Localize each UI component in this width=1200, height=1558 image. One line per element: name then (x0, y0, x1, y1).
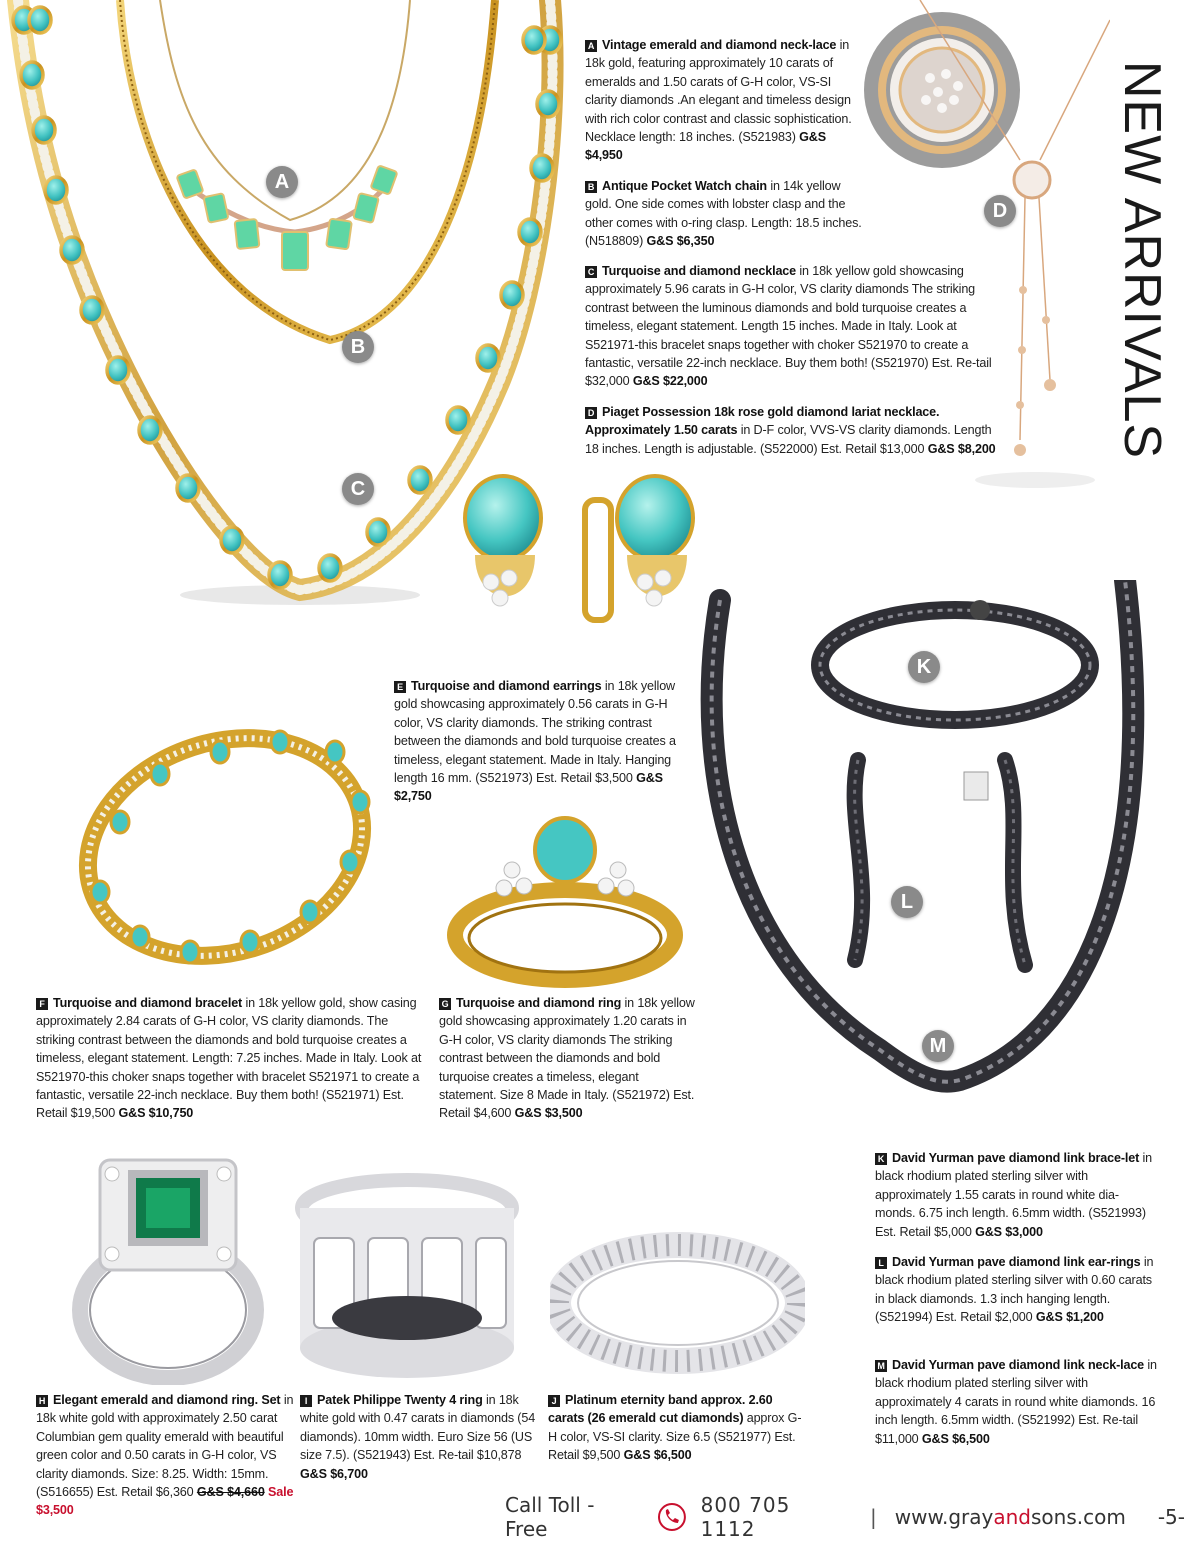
badge-a: A (266, 166, 298, 198)
item-price: G&S $22,000 (632, 374, 708, 389)
badge-m: M (922, 1030, 954, 1062)
phone-icon (657, 1502, 687, 1532)
item-k-description (875, 1149, 1157, 1241)
page-title: NEW ARRIVALS (1113, 60, 1171, 460)
item-name: David Yurman pave diamond link brace-let (892, 1151, 1140, 1165)
item-body: in 18k yellow gold showcasing approximately 0.56 carats in G-H color, VS clarity diamonds. The striking contrast between the diamonds and bold turquoise creates a timeless, elegant statement. Made in Italy. Hanging length 16 mm. (S521973) Est. Retail $3,500 (394, 679, 676, 786)
item-a-description (585, 36, 860, 165)
turquoise-ring-image (440, 810, 690, 990)
footer (505, 1493, 1185, 1541)
item-name: Turquoise and diamond earrings (411, 679, 602, 693)
item-price: G&S $6,500 (921, 1431, 990, 1446)
badge-l: L (891, 886, 923, 918)
item-key-d: D (585, 407, 597, 419)
item-key-m: M (875, 1360, 887, 1372)
item-i-description (300, 1391, 545, 1483)
item-name: Patek Philippe Twenty 4 ring (317, 1393, 483, 1407)
call-label: Call Toll - Free (505, 1493, 595, 1541)
item-name: Elegant emerald and diamond ring. Set (53, 1393, 281, 1407)
badge-c: C (342, 473, 374, 505)
turquoise-earrings-image (455, 470, 705, 635)
item-f-description (36, 994, 428, 1123)
item-body: in black rhodium plated sterling silver with approximately 1.55 carats in round white dia-monds. 6.75 inch length. 6.5mm width. (S521993) Est. Retail $5,000 (875, 1151, 1152, 1239)
item-price: G&S $4,950 (585, 130, 826, 163)
item-old-price: G&S $4,660 (196, 1485, 265, 1500)
item-j-description (548, 1391, 810, 1465)
item-price: G&S $6,500 (623, 1448, 692, 1463)
item-body: in 18k yellow gold, show casing approximately 2.84 carats of G-H color, VS clarity diamonds. The striking contrast between the diamonds and bold turquoise creates a timeless, elegant statement. Length: 7.25 inches. Made in Italy. Look at S521970-this choker snaps together with bracelet S521971 to create a fantastic, versatile 22-inch necklace. Buy them both! (S521971) Est. Retail $19,500 (36, 996, 422, 1121)
item-name: Turquoise and diamond bracelet (53, 996, 243, 1010)
item-h-description (36, 1391, 294, 1520)
website-link[interactable] (895, 1505, 1126, 1529)
url-and: and (993, 1505, 1031, 1529)
item-b-description (585, 177, 865, 251)
emerald-ring-image (60, 1150, 275, 1385)
item-price: G&S $3,000 (975, 1224, 1043, 1239)
item-key-l: L (875, 1257, 887, 1269)
item-e-description (394, 677, 676, 806)
eternity-band-image (550, 1228, 805, 1378)
item-body: in 14k yellow gold. One side comes with lobster clasp and the other comes with o-ring clasp. Length: 18.5 inches. (N518809) (585, 179, 862, 249)
item-key-c: C (585, 266, 597, 278)
item-c-description (585, 262, 997, 391)
item-body: in D-F color, VVS-VS clarity diamonds. Length 18 inches. Length is adjustable. (S522000) Est. Retail $13,000 (585, 423, 992, 456)
phone-number-link[interactable]: 800 705 1112 (700, 1493, 791, 1541)
item-key-k: K (875, 1153, 887, 1165)
item-body: in 18k yellow gold showcasing approximately 1.20 carats in G-H color, VS clarity diamonds The striking contrast between the diamonds and bold turquoise creates a timeless, elegant statement. Size 8 Made in Italy. (S521972) Est. Retail $4,600 (439, 996, 695, 1121)
item-body: in 18k yellow gold showcasing approximately 5.96 carats in G-H color, VS clarity diamonds The striking contrast between the luminous diamonds and bold turquoise creates a timeless, elegant statement. Length 15 inches. Made in Italy. Look at S521971-this bracelet snaps together with choker S521970 to create a fantastic, versatile 22-inch necklace. Buy them both! (S521970) Est. Re-tail $32,000 (585, 264, 992, 389)
item-price: G&S $10,750 (118, 1106, 194, 1121)
item-m-description (875, 1356, 1157, 1448)
item-name: Antique Pocket Watch chain (602, 179, 767, 193)
item-price: G&S $1,200 (1035, 1310, 1104, 1325)
item-key-h: H (36, 1395, 48, 1407)
item-key-j: J (548, 1395, 560, 1407)
url-prefix: www.gray (894, 1505, 994, 1529)
badge-b: B (342, 331, 374, 363)
item-body: in 18k white gold with 0.47 carats in diamonds (54 diamonds). 10mm width. Euro Size 56 (US size 7.5). (S521943) Est. Re-tail $10,878 (300, 1393, 536, 1463)
item-price: G&S $6,350 (646, 234, 715, 249)
item-key-i: I (300, 1395, 312, 1407)
item-body: in 18k gold, featuring approximately 10 carats of emeralds and 1.50 carats of G-H color, VS-SI clarity diamonds .An elegant and timeless design with rich color contrast and classic sophistication. Necklace length: 18 inches. (S521983) (585, 38, 852, 145)
footer-separator: | (870, 1505, 877, 1529)
item-key-f: F (36, 998, 48, 1010)
item-key-a: A (585, 40, 597, 52)
item-price: G&S $2,750 (394, 771, 663, 804)
badge-k: K (908, 651, 940, 683)
item-sale-price: Sale $3,500 (36, 1485, 294, 1518)
item-body: in black rhodium plated sterling silver with 0.60 carats in black diamonds. 1.3 inch hanging length. (S521994) Est. Retail $2,000 (875, 1255, 1154, 1325)
item-name: Turquoise and diamond necklace (602, 264, 797, 278)
badge-d: D (984, 195, 1016, 227)
item-name: Turquoise and diamond ring (456, 996, 622, 1010)
item-price: G&S $8,200 (927, 441, 996, 456)
item-body: approx G-H color, VS-SI clarity. Size 6.5 (S521977) Est. Retail $9,500 (548, 1411, 802, 1463)
item-g-description (439, 994, 695, 1123)
patek-ring-image (292, 1168, 522, 1383)
turquoise-bracelet-image (60, 712, 385, 982)
page-number: -5- (1157, 1505, 1185, 1529)
item-body: in black rhodium plated sterling silver with approximately 4 carats in round white diamonds. 16 inch length. 6.5mm width. (S521992) Est. Re-tail $11,000 (875, 1358, 1157, 1446)
item-d-description (585, 403, 997, 458)
item-price: G&S $3,500 (514, 1106, 583, 1121)
item-key-b: B (585, 181, 597, 193)
item-name: Platinum eternity band approx. 2.60 carats (26 emerald cut diamonds) (548, 1393, 773, 1426)
item-price: G&S $6,700 (300, 1466, 368, 1481)
item-name: Vintage emerald and diamond neck-lace (602, 38, 837, 52)
item-l-description (875, 1253, 1157, 1327)
item-key-e: E (394, 681, 406, 693)
item-key-g: G (439, 998, 451, 1010)
item-name: David Yurman pave diamond link ear-rings (892, 1255, 1141, 1269)
item-body: in 18k white gold with approximately 2.50 carat Columbian gem quality emerald with beautiful green color and 0.50 carats in G-H color, VS clarity diamonds. Size: 8.25. Width: 15mm. (S516655) Est. Retail $6,360 (36, 1393, 294, 1500)
item-name: Piaget Possession 18k rose gold diamond lariat necklace. Approximately 1.50 carats (585, 405, 940, 438)
item-name: David Yurman pave diamond link neck-lace (892, 1358, 1145, 1372)
url-suffix: sons.com (1031, 1505, 1126, 1529)
